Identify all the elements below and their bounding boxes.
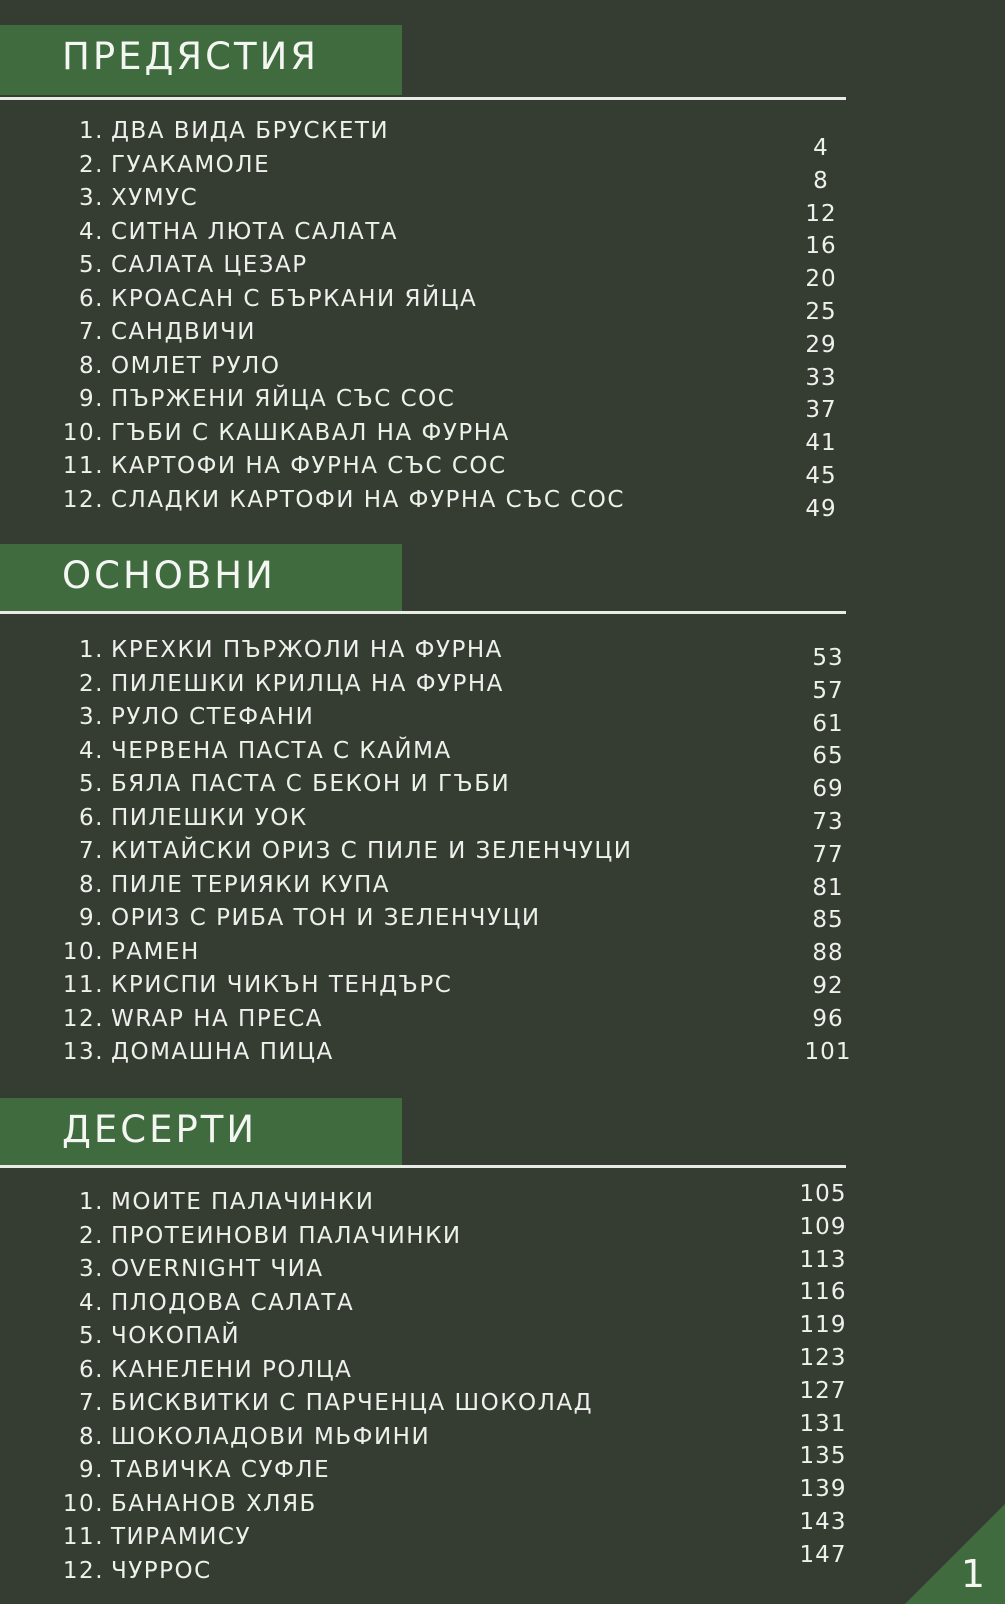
item-name: САЛАТА ЦЕЗАР: [111, 252, 308, 278]
page-ref: 77: [812, 841, 844, 868]
page-ref: 69: [812, 776, 844, 803]
toc-item[interactable]: [0, 701, 780, 735]
page-ref: 20: [805, 266, 837, 293]
toc-item[interactable]: [0, 634, 780, 668]
item-name: ЧУРРОС: [111, 1557, 212, 1584]
toc-item[interactable]: [0, 1354, 780, 1388]
page-ref: 101: [804, 1038, 852, 1065]
item-number: 7.: [79, 1390, 104, 1416]
item-number: 8.: [79, 871, 104, 898]
item-name: ГЪБИ С КАШКАВАЛ НА ФУРНА: [111, 419, 510, 446]
page-ref: 92: [812, 972, 844, 999]
toc-item[interactable]: [0, 1555, 780, 1589]
page-ref: 123: [799, 1344, 847, 1371]
toc-item[interactable]: [0, 768, 780, 802]
item-number: 12.: [62, 486, 104, 513]
toc-item[interactable]: [0, 1488, 780, 1522]
item-name: ШОКОЛАДОВИ МЬФИНИ: [111, 1423, 431, 1450]
page-ref: 96: [812, 1005, 844, 1032]
corner-triangle: [905, 1504, 1005, 1604]
item-name: ПРОТЕИНОВИ ПАЛАЧИНКИ: [111, 1222, 462, 1249]
page-ref: 81: [812, 874, 844, 901]
item-number: 12.: [62, 1557, 104, 1584]
item-number: 1.: [79, 1189, 104, 1215]
page-ref: 127: [799, 1377, 847, 1404]
toc-list-mains: [0, 634, 780, 1070]
page-list-desserts: [788, 1178, 858, 1572]
page-ref: 85: [812, 907, 844, 934]
item-name: ОМЛЕТ РУЛО: [111, 352, 281, 379]
item-number: 10.: [62, 1490, 104, 1517]
toc-item[interactable]: [0, 350, 780, 384]
toc-item[interactable]: [0, 1387, 780, 1421]
page-ref: 29: [805, 331, 837, 358]
page-ref: 25: [805, 298, 837, 325]
item-number: 2.: [79, 151, 104, 178]
page-ref: 37: [805, 397, 837, 424]
item-number: 5.: [79, 1323, 104, 1349]
toc-item[interactable]: [0, 902, 780, 936]
item-number: 9.: [79, 386, 104, 412]
item-number: 7.: [79, 838, 104, 864]
page-number: 1: [960, 1552, 985, 1596]
page-ref: 119: [799, 1312, 847, 1339]
item-name: БАНАНОВ ХЛЯБ: [111, 1490, 317, 1517]
item-number: 10.: [62, 938, 104, 965]
item-name: ХУМУС: [111, 185, 199, 211]
toc-item[interactable]: [0, 1287, 780, 1321]
page-list-mains: [793, 642, 863, 1068]
item-number: 7.: [79, 319, 104, 345]
toc-item[interactable]: [0, 1220, 780, 1254]
item-name: OVERNIGHT ЧИА: [111, 1256, 324, 1282]
page-ref: 4: [813, 135, 829, 161]
section-title: ДЕСЕРТИ: [62, 1108, 258, 1151]
page-ref: 53: [812, 645, 844, 671]
page-ref: 12: [805, 200, 837, 227]
item-name: БИСКВИТКИ С ПАРЧЕНЦА ШОКОЛАД: [111, 1390, 594, 1416]
page-ref: 105: [799, 1181, 847, 1207]
item-number: 10.: [62, 419, 104, 446]
toc-item[interactable]: [0, 1421, 780, 1455]
page-ref: 61: [812, 710, 844, 737]
page-ref: 45: [805, 462, 837, 489]
item-number: 6.: [79, 804, 104, 831]
item-name: ЧЕРВЕНА ПАСТА С КАЙМА: [111, 737, 452, 764]
section-header-desserts: [0, 1098, 402, 1168]
page-ref: 57: [812, 677, 844, 704]
toc-item[interactable]: [0, 450, 780, 484]
item-name: ПИЛЕ ТЕРИЯКИ КУПА: [111, 871, 390, 898]
item-name: ПИЛЕШКИ КРИЛЦА НА ФУРНА: [111, 670, 504, 697]
section-divider: [0, 97, 846, 100]
toc-item[interactable]: [0, 1521, 780, 1555]
item-number: 11.: [62, 1524, 104, 1550]
toc-item[interactable]: [0, 383, 780, 417]
toc-item[interactable]: [0, 484, 780, 518]
section-divider: [0, 611, 846, 614]
item-name: ДОМАШНА ПИЦА: [111, 1039, 334, 1065]
toc-item[interactable]: [0, 1454, 780, 1488]
item-name: РАМЕН: [111, 938, 200, 965]
page-ref: 65: [812, 743, 844, 770]
item-number: 5.: [79, 252, 104, 278]
item-name: СЛАДКИ КАРТОФИ НА ФУРНА СЪС СОС: [111, 486, 625, 513]
toc-item[interactable]: [0, 835, 780, 869]
item-name: КАРТОФИ НА ФУРНА СЪС СОС: [111, 453, 507, 479]
section-title: ПРЕДЯСТИЯ: [62, 35, 319, 78]
item-number: 2.: [79, 1222, 104, 1249]
page-ref: 116: [799, 1279, 847, 1306]
item-number: 9.: [79, 1457, 104, 1483]
toc-item[interactable]: [0, 149, 780, 183]
item-number: 1.: [79, 637, 104, 663]
section-header-mains: [0, 544, 402, 614]
toc-item[interactable]: [0, 869, 780, 903]
toc-item[interactable]: [0, 969, 780, 1003]
item-number: 4.: [79, 218, 104, 245]
page-ref: 113: [799, 1246, 847, 1273]
toc-item[interactable]: [0, 735, 780, 769]
item-name: КРЕХКИ ПЪРЖОЛИ НА ФУРНА: [111, 637, 503, 663]
page-ref: 16: [805, 233, 837, 260]
item-name: КРИСПИ ЧИКЪН ТЕНДЪРС: [111, 972, 453, 998]
item-name: ЧОКОПАЙ: [111, 1323, 241, 1349]
toc-list-desserts: [0, 1186, 780, 1588]
item-number: 5.: [79, 771, 104, 797]
item-number: 3.: [79, 185, 104, 211]
item-name: ПИЛЕШКИ УОК: [111, 804, 308, 831]
item-name: ПЛОДОВА САЛАТА: [111, 1289, 355, 1316]
item-name: САНДВИЧИ: [111, 319, 257, 345]
item-name: БЯЛА ПАСТА С БЕКОН И ГЪБИ: [111, 771, 511, 797]
toc-item[interactable]: [0, 1003, 780, 1037]
item-name: КРОАСАН С БЪРКАНИ ЯЙЦА: [111, 285, 478, 312]
item-number: 3.: [79, 1256, 104, 1282]
toc-item[interactable]: [0, 1036, 780, 1070]
toc-item[interactable]: [0, 1320, 780, 1354]
item-name: ТИРАМИСУ: [111, 1524, 251, 1550]
item-number: 3.: [79, 704, 104, 730]
page-ref: 143: [799, 1508, 847, 1535]
toc-item[interactable]: [0, 182, 780, 216]
item-number: 6.: [79, 285, 104, 312]
item-number: 4.: [79, 1289, 104, 1316]
item-number: 6.: [79, 1356, 104, 1383]
page-ref: 73: [812, 808, 844, 835]
page-list-appetizers: [786, 132, 856, 526]
page-ref: 8: [813, 167, 829, 194]
item-number: 8.: [79, 1423, 104, 1450]
item-number: 8.: [79, 352, 104, 379]
page-ref: 147: [799, 1541, 847, 1568]
item-number: 13.: [62, 1039, 104, 1065]
item-name: МОИТЕ ПАЛАЧИНКИ: [111, 1189, 375, 1215]
toc-list-appetizers: [0, 115, 780, 517]
toc-item[interactable]: [0, 1186, 780, 1220]
page-ref: 88: [812, 940, 844, 967]
item-name: ГУАКАМОЛЕ: [111, 151, 271, 178]
page-ref: 49: [805, 495, 837, 522]
item-name: КАНЕЛЕНИ РОЛЦА: [111, 1356, 353, 1383]
item-number: 1.: [79, 118, 104, 144]
page-ref: 131: [799, 1410, 847, 1437]
toc-item[interactable]: [0, 115, 780, 149]
item-number: 11.: [62, 453, 104, 479]
toc-item[interactable]: [0, 802, 780, 836]
item-name: ОРИЗ С РИБА ТОН И ЗЕЛЕНЧУЦИ: [111, 905, 541, 931]
page-ref: 109: [799, 1213, 847, 1240]
item-number: 9.: [79, 905, 104, 931]
item-number: 11.: [62, 972, 104, 998]
item-name: ДВА ВИДА БРУСКЕТИ: [111, 118, 390, 144]
item-name: ПЪРЖЕНИ ЯЙЦА СЪС СОС: [111, 386, 456, 412]
item-name: ТАВИЧКА СУФЛЕ: [111, 1457, 331, 1483]
page-ref: 41: [805, 430, 837, 457]
item-number: 4.: [79, 737, 104, 764]
section-title: ОСНОВНИ: [62, 554, 276, 597]
toc-item[interactable]: [0, 668, 780, 702]
item-name: КИТАЙСКИ ОРИЗ С ПИЛЕ И ЗЕЛЕНЧУЦИ: [111, 838, 633, 864]
page-ref: 33: [805, 364, 837, 391]
item-number: 12.: [62, 1005, 104, 1032]
item-number: 2.: [79, 670, 104, 697]
item-name: РУЛО СТЕФАНИ: [111, 704, 315, 730]
toc-item[interactable]: [0, 316, 780, 350]
page-ref: 139: [799, 1476, 847, 1503]
toc-item[interactable]: [0, 283, 780, 317]
item-name: WRAP НА ПРЕСА: [111, 1005, 324, 1032]
toc-item[interactable]: [0, 1253, 780, 1287]
toc-item[interactable]: [0, 249, 780, 283]
page-ref: 135: [799, 1443, 847, 1470]
section-header-appetizers: [0, 25, 402, 95]
item-name: СИТНА ЛЮТА САЛАТА: [111, 218, 398, 245]
toc-item[interactable]: [0, 936, 780, 970]
section-divider: [0, 1165, 846, 1168]
toc-item[interactable]: [0, 216, 780, 250]
toc-item[interactable]: [0, 417, 780, 451]
